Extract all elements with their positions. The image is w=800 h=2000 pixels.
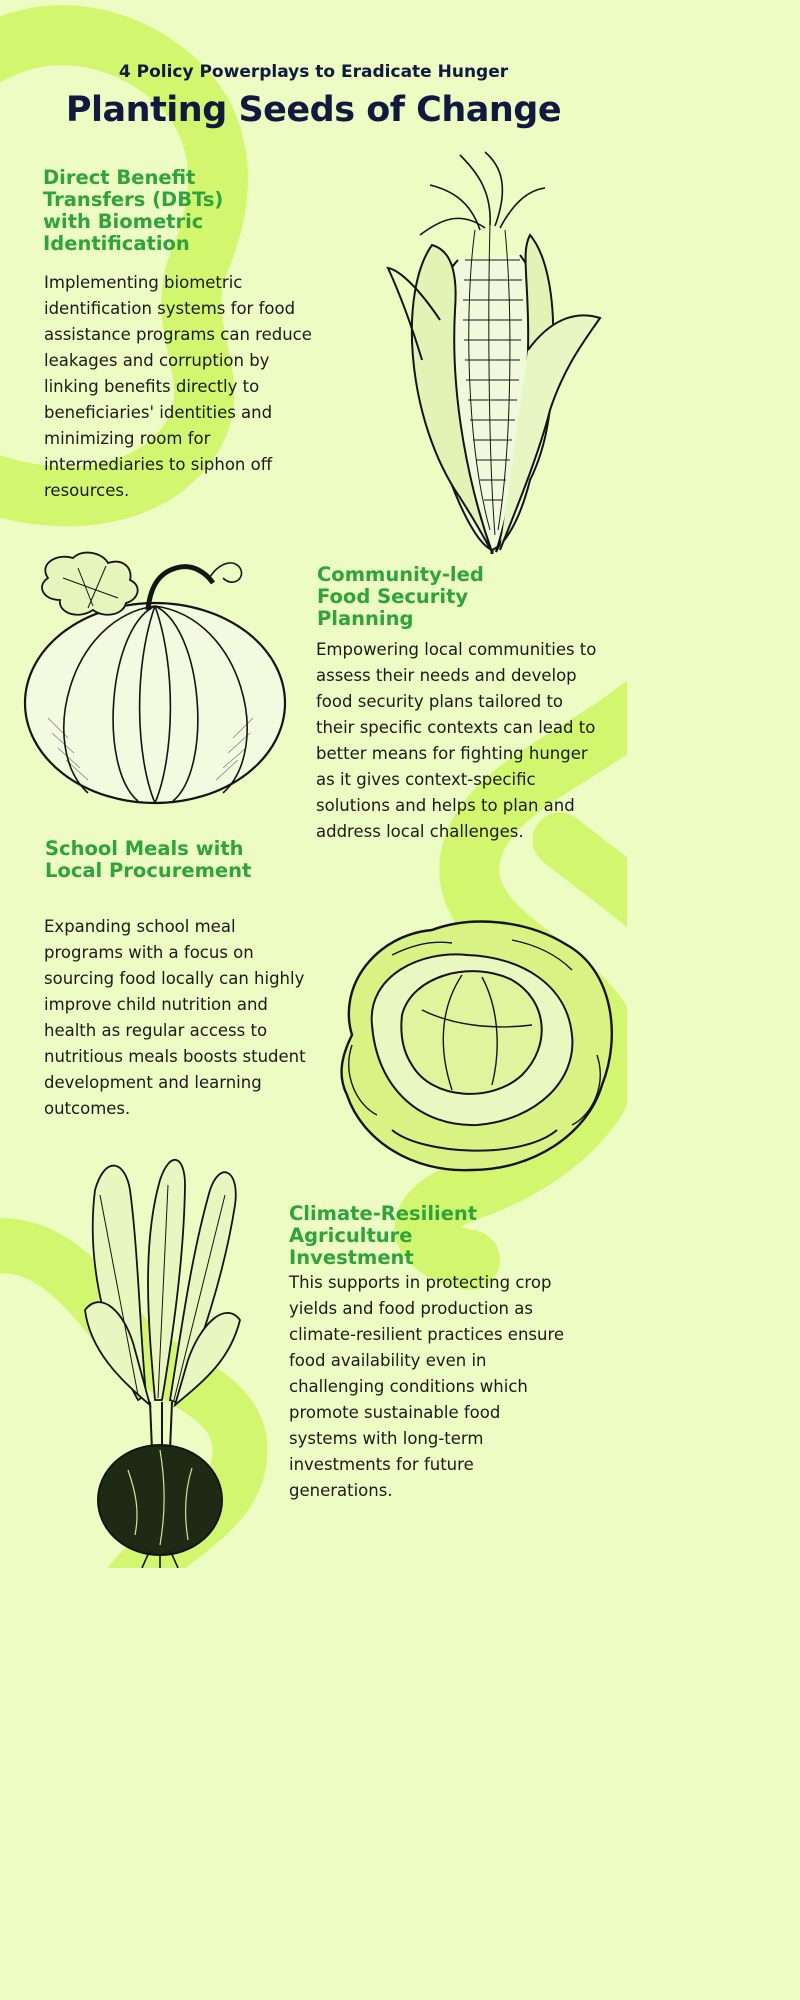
page-title: Planting Seeds of Change <box>65 90 562 130</box>
section-4-heading: Climate-Resilient Agriculture Investment <box>289 1202 478 1269</box>
section-2-body: Empowering local communities to assess their needs and develop food security plans tailored to their specific contexts can lead to better means for fighting hunger as it gives context-specific solutions and helps to plan and address local challenges. <box>316 640 597 841</box>
beetroot-icon <box>80 1150 245 1568</box>
section-2-heading: Community-led Food Security Planning <box>317 563 484 630</box>
cabbage-icon <box>332 915 617 1177</box>
section-4-body: This supports in protecting crop yields and food production as climate-resilient practices ensure food availability even in challenging conditions which promote sustainable food systems with long-term investments for future generations. <box>289 1273 565 1500</box>
kicker-text: 4 Policy Powerplays to Eradicate Hunger <box>118 62 509 82</box>
pumpkin-icon <box>18 548 293 810</box>
section-3-body: Expanding school meal programs with a focus on sourcing food locally can highly improve child nutrition and health as regular access to nutritious meals boosts student development and learning outcomes. <box>44 917 306 1118</box>
section-3-heading: School Meals with Local Procurement <box>45 837 252 882</box>
corn-icon <box>380 150 605 555</box>
section-1-heading: Direct Benefit Transfers (DBTs) with Biometric Identification <box>43 166 224 255</box>
section-1-body: Implementing biometric identification systems for food assistance programs can reduce leakages and corruption by linking benefits directly to beneficiaries' identities and minimizing room for intermediaries to siphon off resources. <box>44 273 312 500</box>
